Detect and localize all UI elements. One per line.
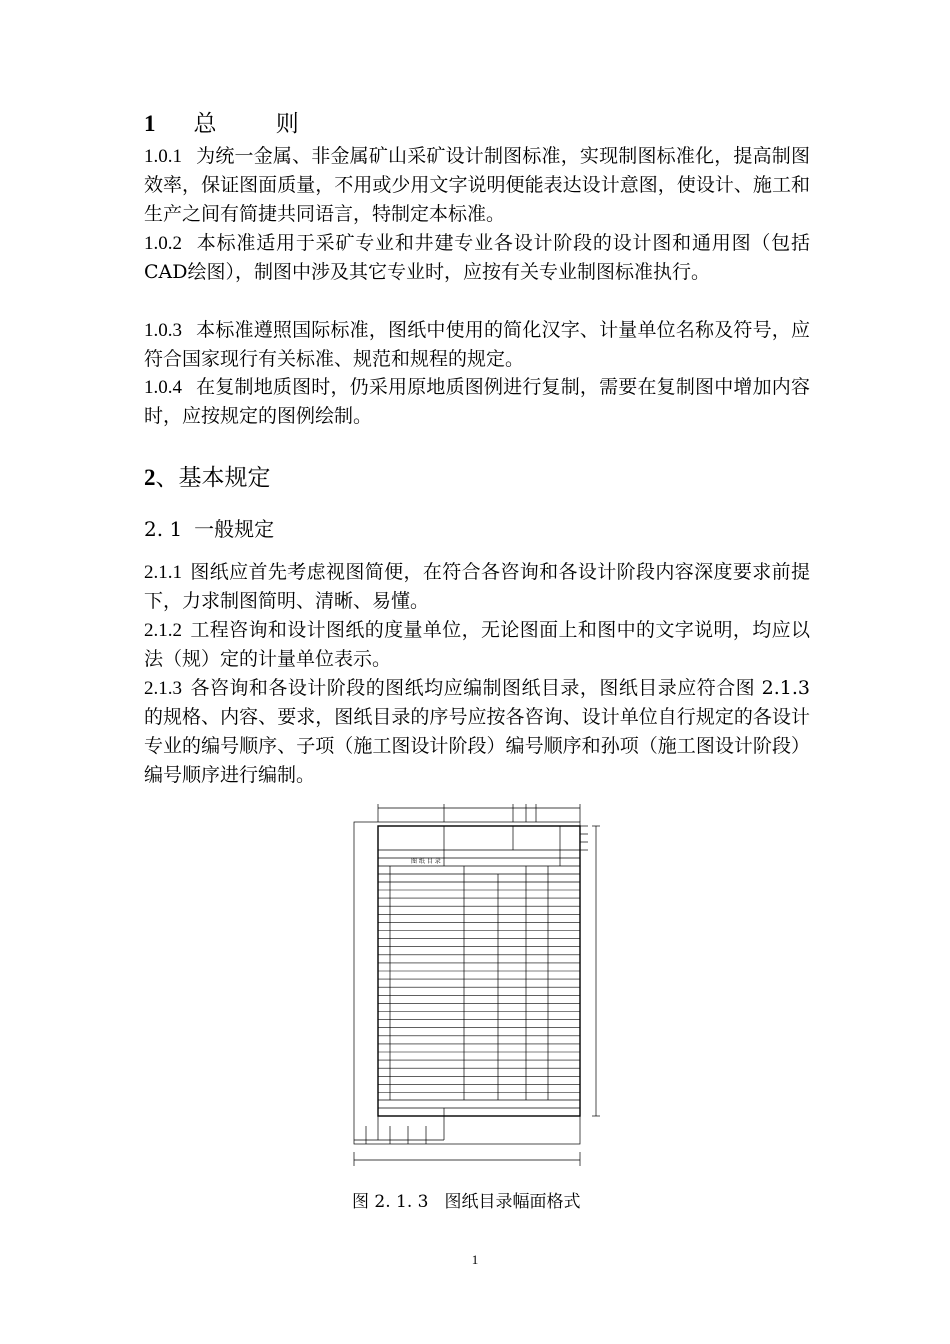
clause-1-0-2 — [144, 229, 810, 287]
clause-text: 在复制地质图时，仍采用原地质图例进行复制，需要在复制图中增加内容时，应按规定的图例绘制。 — [144, 376, 810, 427]
clause-2-1-3 — [144, 674, 810, 790]
clause-text: 图纸应首先考虑视图简便，在符合各咨询和各设计阶段内容深度要求前提下，力求制图简明、清晰、易懂。 — [144, 561, 810, 612]
clause-text: 为统一金属、非金属矿山采矿设计制图标准，实现制图标准化，提高制图效率，保证图面质量，不用或少用文字说明便能表达设计意图，使设计、施工和生产之间有简捷共同语言，特制定本标准。 — [144, 145, 810, 225]
clause-number: 1.0.1 — [144, 146, 182, 167]
clause-number: 2.1.3 — [144, 678, 182, 699]
clause-number: 2.1.1 — [144, 562, 182, 583]
figure-title-block-text: 图 纸 目 录 — [411, 858, 441, 865]
clause-number: 1.0.4 — [144, 377, 182, 398]
subsection-title: 一般规定 — [194, 517, 275, 541]
subsection-number: 2. 1 — [144, 517, 183, 541]
clause-text: 工程咨询和设计图纸的度量单位，无论图面上和图中的文字说明，均应以法（规）定的计量单位表示。 — [144, 619, 810, 670]
clause-2-1-2 — [144, 616, 810, 674]
section-2-number: 2 — [144, 465, 156, 490]
clause-text: 各咨询和各设计阶段的图纸均应编制图纸目录，图纸目录应符合图 2.1.3 的规格、内容、要求，图纸目录的序号应按各咨询、设计单位自行规定的各设计专业的编号顺序、子项（施工图设计阶段）编号顺序和孙项（施工图设计阶段）编号顺序进行编制。 — [144, 677, 810, 786]
section-1-heading — [144, 108, 325, 140]
clause-2-1-1 — [144, 558, 810, 616]
clause-text: 本标准适用于采矿专业和井建专业各设计阶段的设计图和通用图（包括CAD绘图），制图中涉及其它专业时，应按有关专业制图标准执行。 — [144, 232, 810, 283]
clause-1-0-3 — [144, 316, 810, 374]
subsection-2-1-heading — [144, 515, 274, 543]
drawing-list-format-figure — [348, 800, 608, 1180]
clause-number: 1.0.3 — [144, 320, 182, 341]
figure-caption — [352, 1190, 580, 1214]
clause-1-0-1 — [144, 142, 810, 229]
figure-caption-text: 图纸目录幅面格式 — [444, 1192, 581, 1212]
clause-1-0-4 — [144, 373, 810, 431]
figure-table-rows — [378, 890, 580, 1093]
figure-caption-number: 图 2. 1. 3 — [352, 1192, 429, 1212]
clause-number: 1.0.2 — [144, 233, 182, 254]
clause-text: 本标准遵照国际标准，图纸中使用的简化汉字、计量单位名称及符号，应符合国家现行有关标准、规范和规程的规定。 — [144, 319, 810, 370]
section-1-title: 总 则 — [193, 111, 325, 137]
section-2-title: 、基本规定 — [155, 465, 271, 491]
page-number: 1 — [471, 1252, 479, 1267]
section-1-number: 1 — [144, 111, 156, 136]
section-2-heading — [144, 462, 271, 494]
clause-number: 2.1.2 — [144, 620, 182, 641]
